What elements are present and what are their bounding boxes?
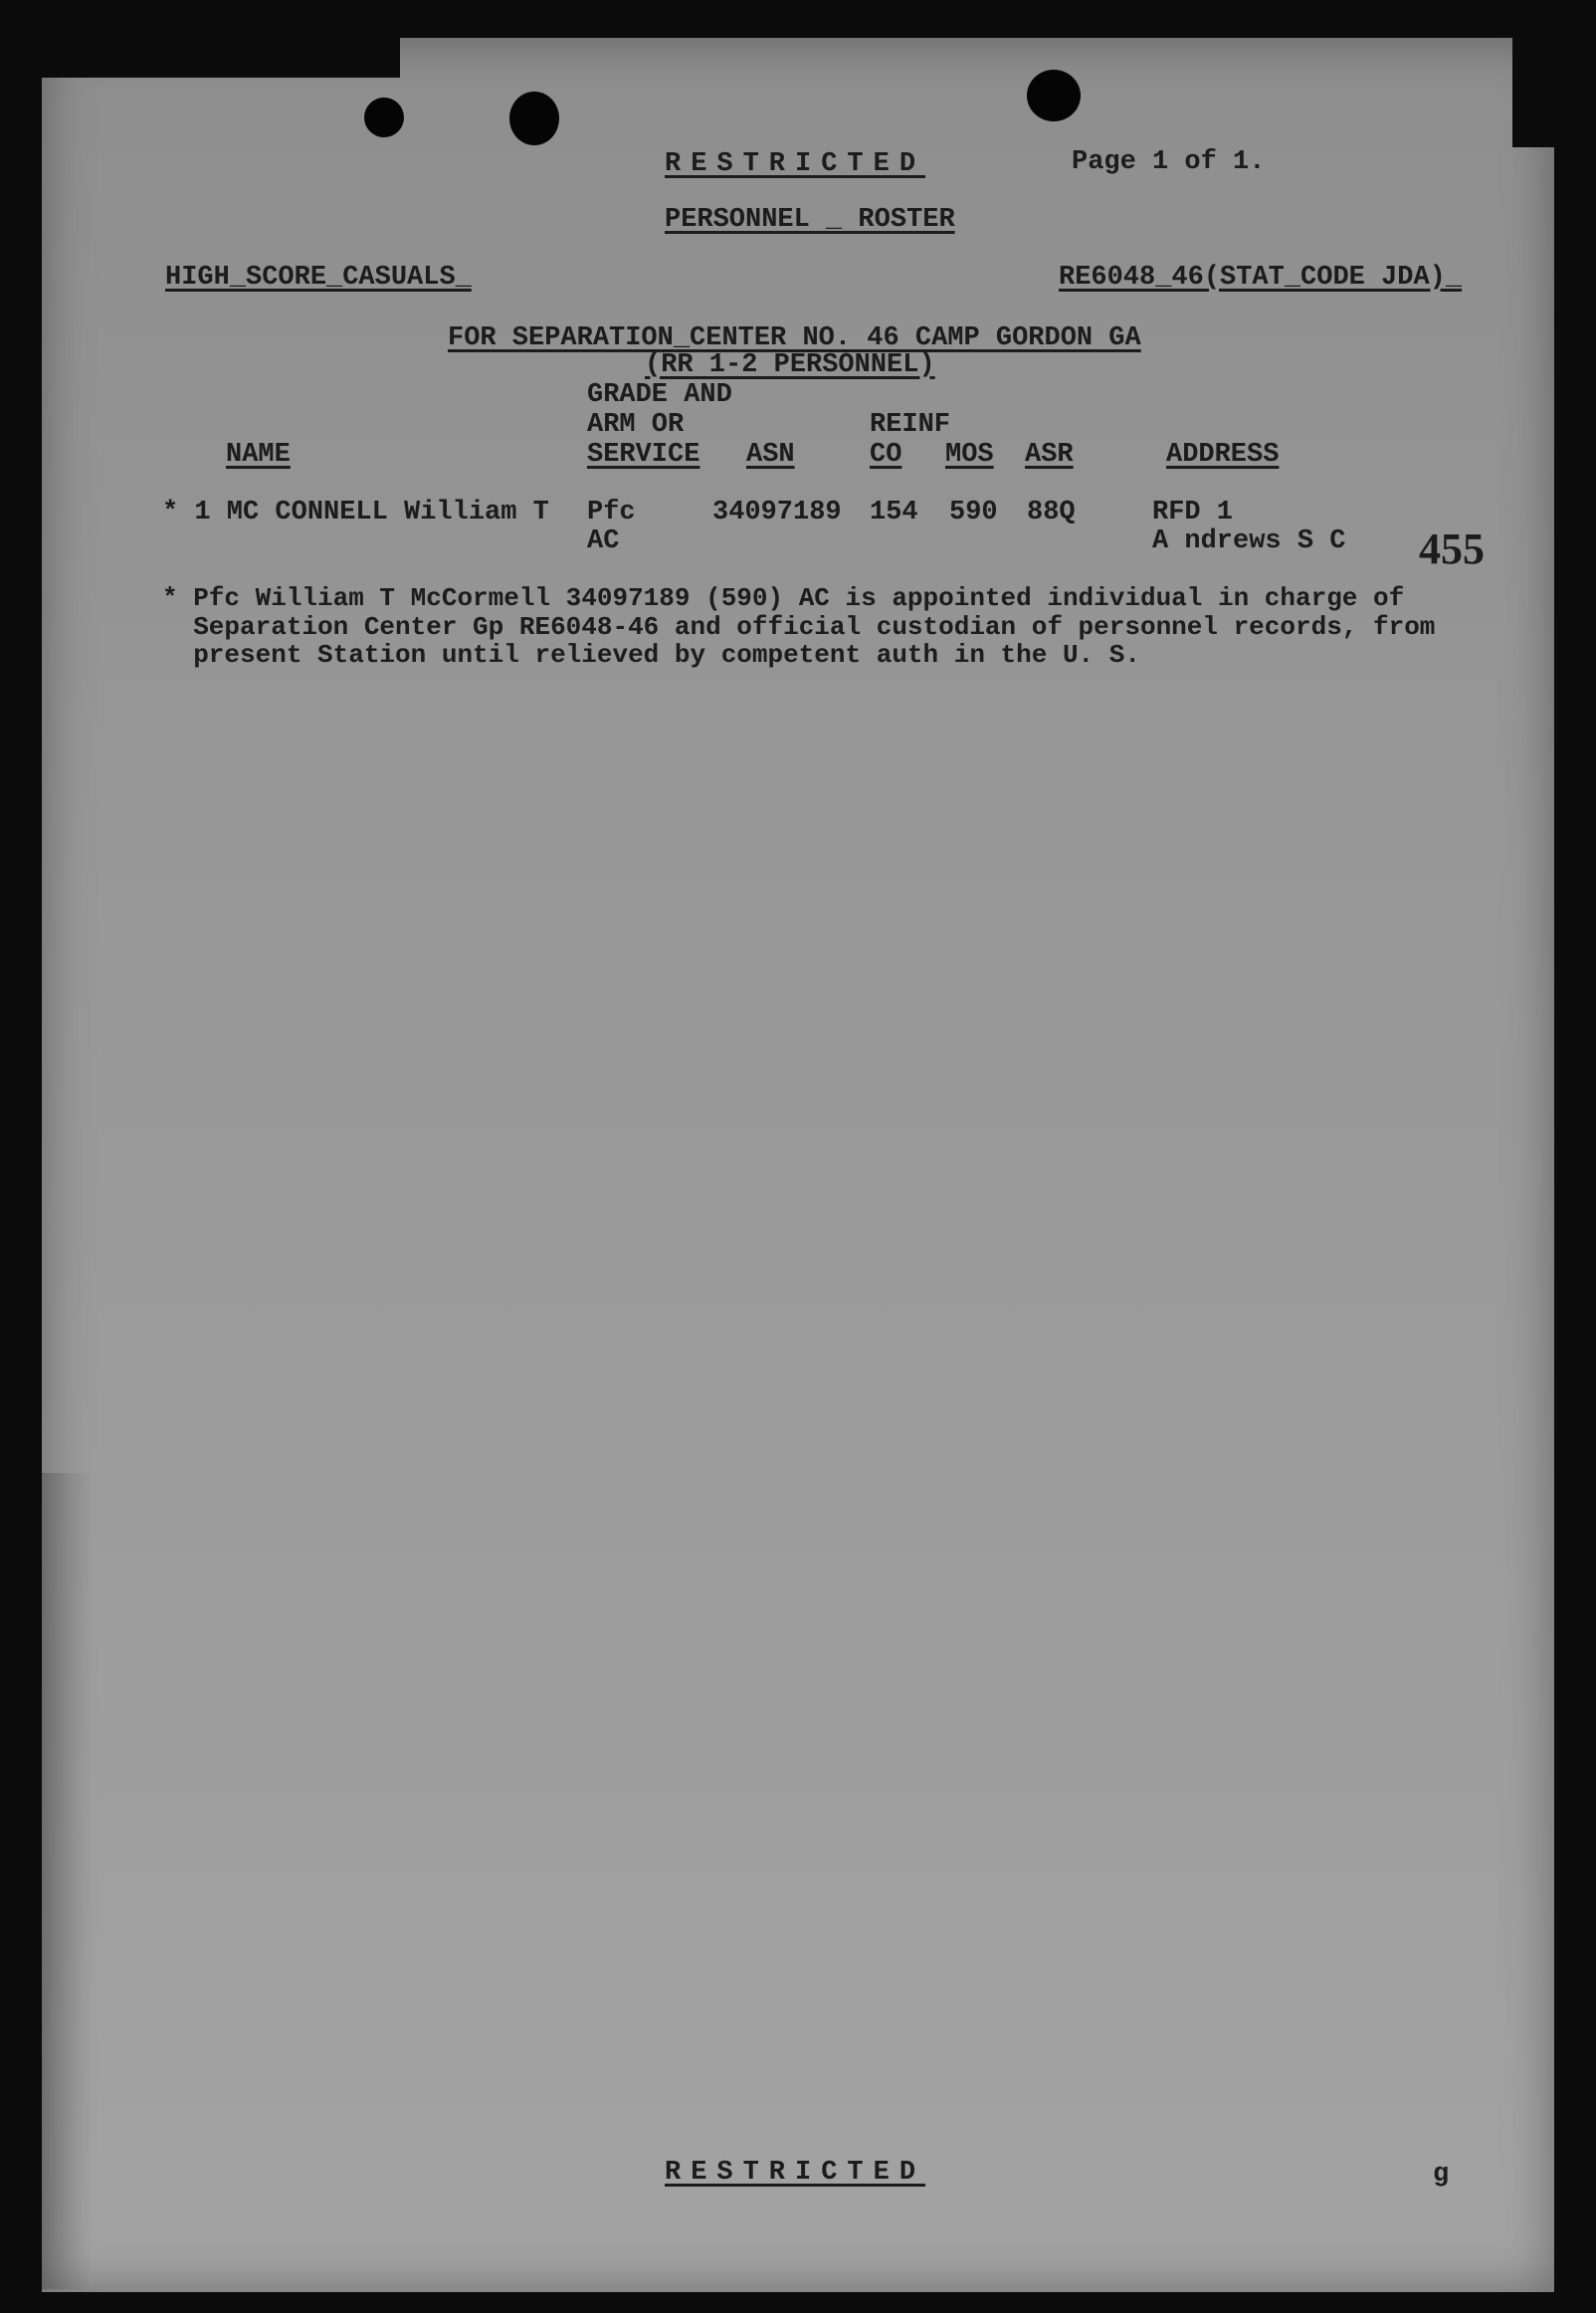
separation-center-line: FOR SEPARATION_CENTER NO. 46 CAMP GORDON GA <box>448 323 1141 353</box>
col-address: ADDRESS <box>1166 440 1280 470</box>
punch-hole-left <box>364 98 404 137</box>
note-line3: present Station until relieved by competent auth in the U. S. <box>162 640 1140 670</box>
col-reinf: REINF <box>870 410 951 440</box>
roster-row-grade: Pfc <box>587 498 636 527</box>
roster-row-address-line2: A ndrews S C <box>1152 526 1346 556</box>
col-asr: ASR <box>1025 440 1074 470</box>
roster-row-service: AC <box>587 526 620 556</box>
col-name: NAME <box>226 440 291 470</box>
document-title: PERSONNEL _ ROSTER <box>665 205 955 235</box>
roster-row-asr: 88Q <box>1027 498 1076 527</box>
col-grade-line1: GRADE AND <box>587 380 732 410</box>
corner-mark: g <box>1433 2160 1450 2190</box>
restricted-footer: RESTRICTED <box>665 2158 926 2188</box>
note-line2: Separation Center Gp RE6048-46 and official custodian of personnel records, from <box>162 612 1436 642</box>
roster-row-co: 154 <box>870 498 918 527</box>
roster-row-name: * 1 MC CONNELL William T <box>162 498 549 527</box>
col-co: CO <box>870 440 902 470</box>
paper-fold-shadow <box>42 1473 92 2289</box>
roster-row-asn: 34097189 <box>712 498 842 527</box>
punch-hole-center <box>509 92 559 145</box>
restricted-header: RESTRICTED <box>665 149 926 179</box>
roster-row-address-line1: RFD 1 <box>1152 498 1234 527</box>
unit-code: RE6048_46(STAT_CODE JDA)_ <box>1059 263 1463 293</box>
col-asn: ASN <box>746 440 795 470</box>
col-grade-line3: SERVICE <box>587 440 700 470</box>
torn-edge-right <box>1512 38 1554 147</box>
punch-hole-right <box>1027 70 1081 121</box>
stamp-number: 455 <box>1419 525 1485 573</box>
page-number: Page 1 of 1. <box>1072 147 1266 177</box>
col-grade-line2: ARM OR <box>587 410 685 440</box>
note-line1: * Pfc William T McCormell 34097189 (590) AC is appointed individual in charge of <box>162 583 1405 613</box>
roster-row-mos: 590 <box>949 498 998 527</box>
col-mos: MOS <box>945 440 994 470</box>
torn-edge-left <box>42 38 400 78</box>
separation-center-subline: (RR 1-2 PERSONNEL) <box>645 350 935 380</box>
unit-name: HIGH_SCORE_CASUALS_ <box>165 263 472 293</box>
